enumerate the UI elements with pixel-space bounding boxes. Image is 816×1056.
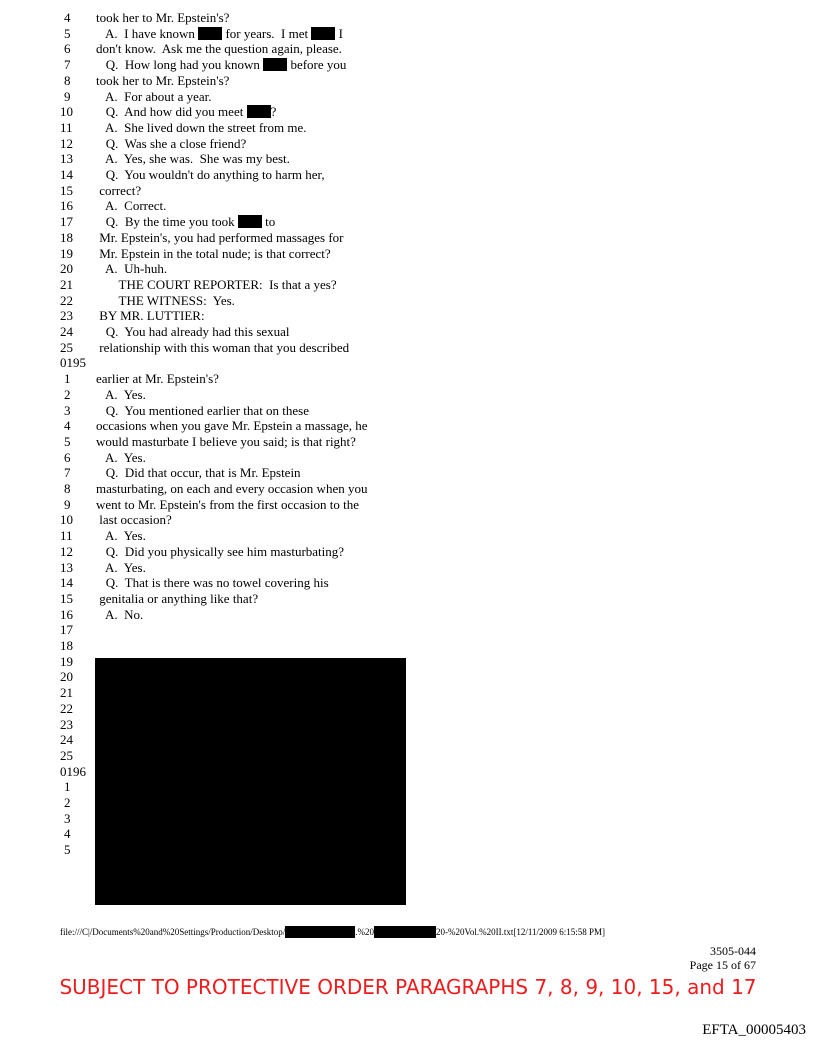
path-redaction <box>285 926 355 938</box>
line-number: 24 <box>60 732 73 748</box>
line-text: don't know. Ask me the question again, please. <box>96 41 342 57</box>
line-number: 8 <box>64 72 71 88</box>
line-text: A. Uh-huh. <box>96 261 168 277</box>
line-number: 14 <box>60 575 73 591</box>
line-number: 4 <box>64 826 71 842</box>
line-number: 23 <box>60 716 73 732</box>
document-number: 3505-044 <box>710 944 756 958</box>
line-text: relationship with this woman that you described <box>96 339 350 355</box>
line-text: Q. And how did you meet ? <box>96 104 277 120</box>
line-text: Q. That is there was no towel covering his <box>96 575 329 591</box>
line-number: 7 <box>64 57 71 73</box>
inline-redaction <box>198 27 222 40</box>
line-text: Mr. Epstein in the total nude; is that correct? <box>96 245 331 261</box>
line-number: 11 <box>60 119 73 135</box>
line-number: 23 <box>60 308 73 324</box>
line-text: Q. Did you physically see him masturbating? <box>96 543 345 559</box>
protective-order-notice: SUBJECT TO PROTECTIVE ORDER PARAGRAPHS 7, 8, 9, 10, 15, and 17 <box>59 975 757 999</box>
line-number: 8 <box>64 481 71 496</box>
line-number: 19 <box>60 245 73 261</box>
line-number: 25 <box>60 747 73 763</box>
line-text: A. Yes, she was. She was my best. <box>96 151 290 167</box>
line-text: THE COURT REPORTER: Is that a yes? <box>96 276 337 292</box>
line-text: last occasion? <box>96 512 172 528</box>
line-number: 2 <box>64 386 71 402</box>
line-number: 13 <box>60 559 73 575</box>
redaction-block <box>95 658 406 905</box>
line-text: genitalia or anything like that? <box>96 590 259 606</box>
line-number: 7 <box>64 465 71 481</box>
line-number: 21 <box>60 276 73 292</box>
line-number: 24 <box>60 324 73 339</box>
line-text: THE WITNESS: Yes. <box>96 292 235 308</box>
line-text: A. I have known for years. I met I <box>96 25 343 41</box>
line-number: 18 <box>60 229 73 245</box>
line-number: 12 <box>60 543 73 559</box>
line-number: 6 <box>64 449 71 465</box>
line-text: masturbating, on each and every occasion when you <box>96 481 368 496</box>
line-number: 11 <box>60 528 73 544</box>
line-number: 10 <box>60 104 73 120</box>
inline-redaction <box>238 215 262 228</box>
line-number: 19 <box>60 653 73 669</box>
line-number: 14 <box>60 167 73 182</box>
line-number: 5 <box>64 25 71 41</box>
line-number: 20 <box>60 261 73 277</box>
line-number: 1 <box>64 779 71 795</box>
line-number: 15 <box>60 590 73 606</box>
line-text: took her to Mr. Epstein's? <box>96 10 230 25</box>
line-text: Q. You mentioned earlier that on these <box>96 402 310 418</box>
line-number: 25 <box>60 339 73 355</box>
line-number: 16 <box>60 606 73 622</box>
line-text: Mr. Epstein's, you had performed massages for <box>96 229 344 245</box>
line-number: 22 <box>60 292 73 308</box>
line-text: Q. Did that occur, that is Mr. Epstein <box>96 465 301 481</box>
line-text: Q. How long had you known before you <box>96 57 347 73</box>
line-number: 2 <box>64 795 71 810</box>
line-text: Q. You wouldn't do anything to harm her, <box>96 167 325 182</box>
path-redaction <box>374 926 436 938</box>
line-number: 9 <box>64 496 71 512</box>
line-text: correct? <box>96 182 142 198</box>
line-number: 0195 <box>60 355 86 371</box>
inline-redaction <box>247 105 271 118</box>
line-text: would masturbate I believe you said; is that right? <box>96 433 356 449</box>
line-text: A. Yes. <box>96 386 146 402</box>
line-number: 3 <box>64 402 71 418</box>
line-text: A. Yes. <box>96 528 146 544</box>
line-text: A. Correct. <box>96 198 167 214</box>
line-number: 5 <box>64 433 71 449</box>
line-number: 20 <box>60 669 73 685</box>
line-number: 9 <box>64 88 71 104</box>
line-text: went to Mr. Epstein's from the first occasion to the <box>96 496 360 512</box>
line-text: Q. Was she a close friend? <box>96 135 247 151</box>
bates-number: EFTA_00005403 <box>702 1022 806 1038</box>
line-number: 21 <box>60 685 73 701</box>
line-number: 12 <box>60 135 73 151</box>
line-text: Q. You had already had this sexual <box>96 324 290 339</box>
file-path: file:///C|/Documents%20and%20Settings/Production/Desktop/ .%20 20-%20Vol.%20II.txt[12/11/2009 6:15:58 PM] <box>60 927 606 937</box>
line-number: 13 <box>60 151 73 167</box>
line-text: A. She lived down the street from me. <box>96 119 307 135</box>
line-number: 3 <box>64 810 71 826</box>
line-number: 5 <box>64 842 71 858</box>
line-text: took her to Mr. Epstein's? <box>96 72 230 88</box>
inline-redaction <box>263 58 287 71</box>
line-number: 10 <box>60 512 73 528</box>
inline-redaction <box>311 27 335 40</box>
line-number: 16 <box>60 198 73 214</box>
line-text: A. For about a year. <box>96 88 212 104</box>
line-text: Q. By the time you took to <box>96 214 276 230</box>
line-number: 4 <box>64 10 71 25</box>
line-number: 6 <box>64 41 71 57</box>
line-text: BY MR. LUTTIER: <box>96 308 205 324</box>
line-number: 1 <box>64 371 71 387</box>
line-text: earlier at Mr. Epstein's? <box>96 371 219 387</box>
line-number: 17 <box>60 214 73 230</box>
line-number: 0196 <box>60 763 86 779</box>
line-number: 18 <box>60 638 73 653</box>
line-number: 22 <box>60 700 73 716</box>
line-text: occasions when you gave Mr. Epstein a massage, he <box>96 418 368 434</box>
line-number: 17 <box>60 622 73 638</box>
line-text: A. Yes. <box>96 449 146 465</box>
line-text: A. No. <box>96 606 144 622</box>
line-number: 15 <box>60 182 73 198</box>
line-number: 4 <box>64 418 71 434</box>
page-number: Page 15 of 67 <box>689 958 756 972</box>
line-text: A. Yes. <box>96 559 146 575</box>
